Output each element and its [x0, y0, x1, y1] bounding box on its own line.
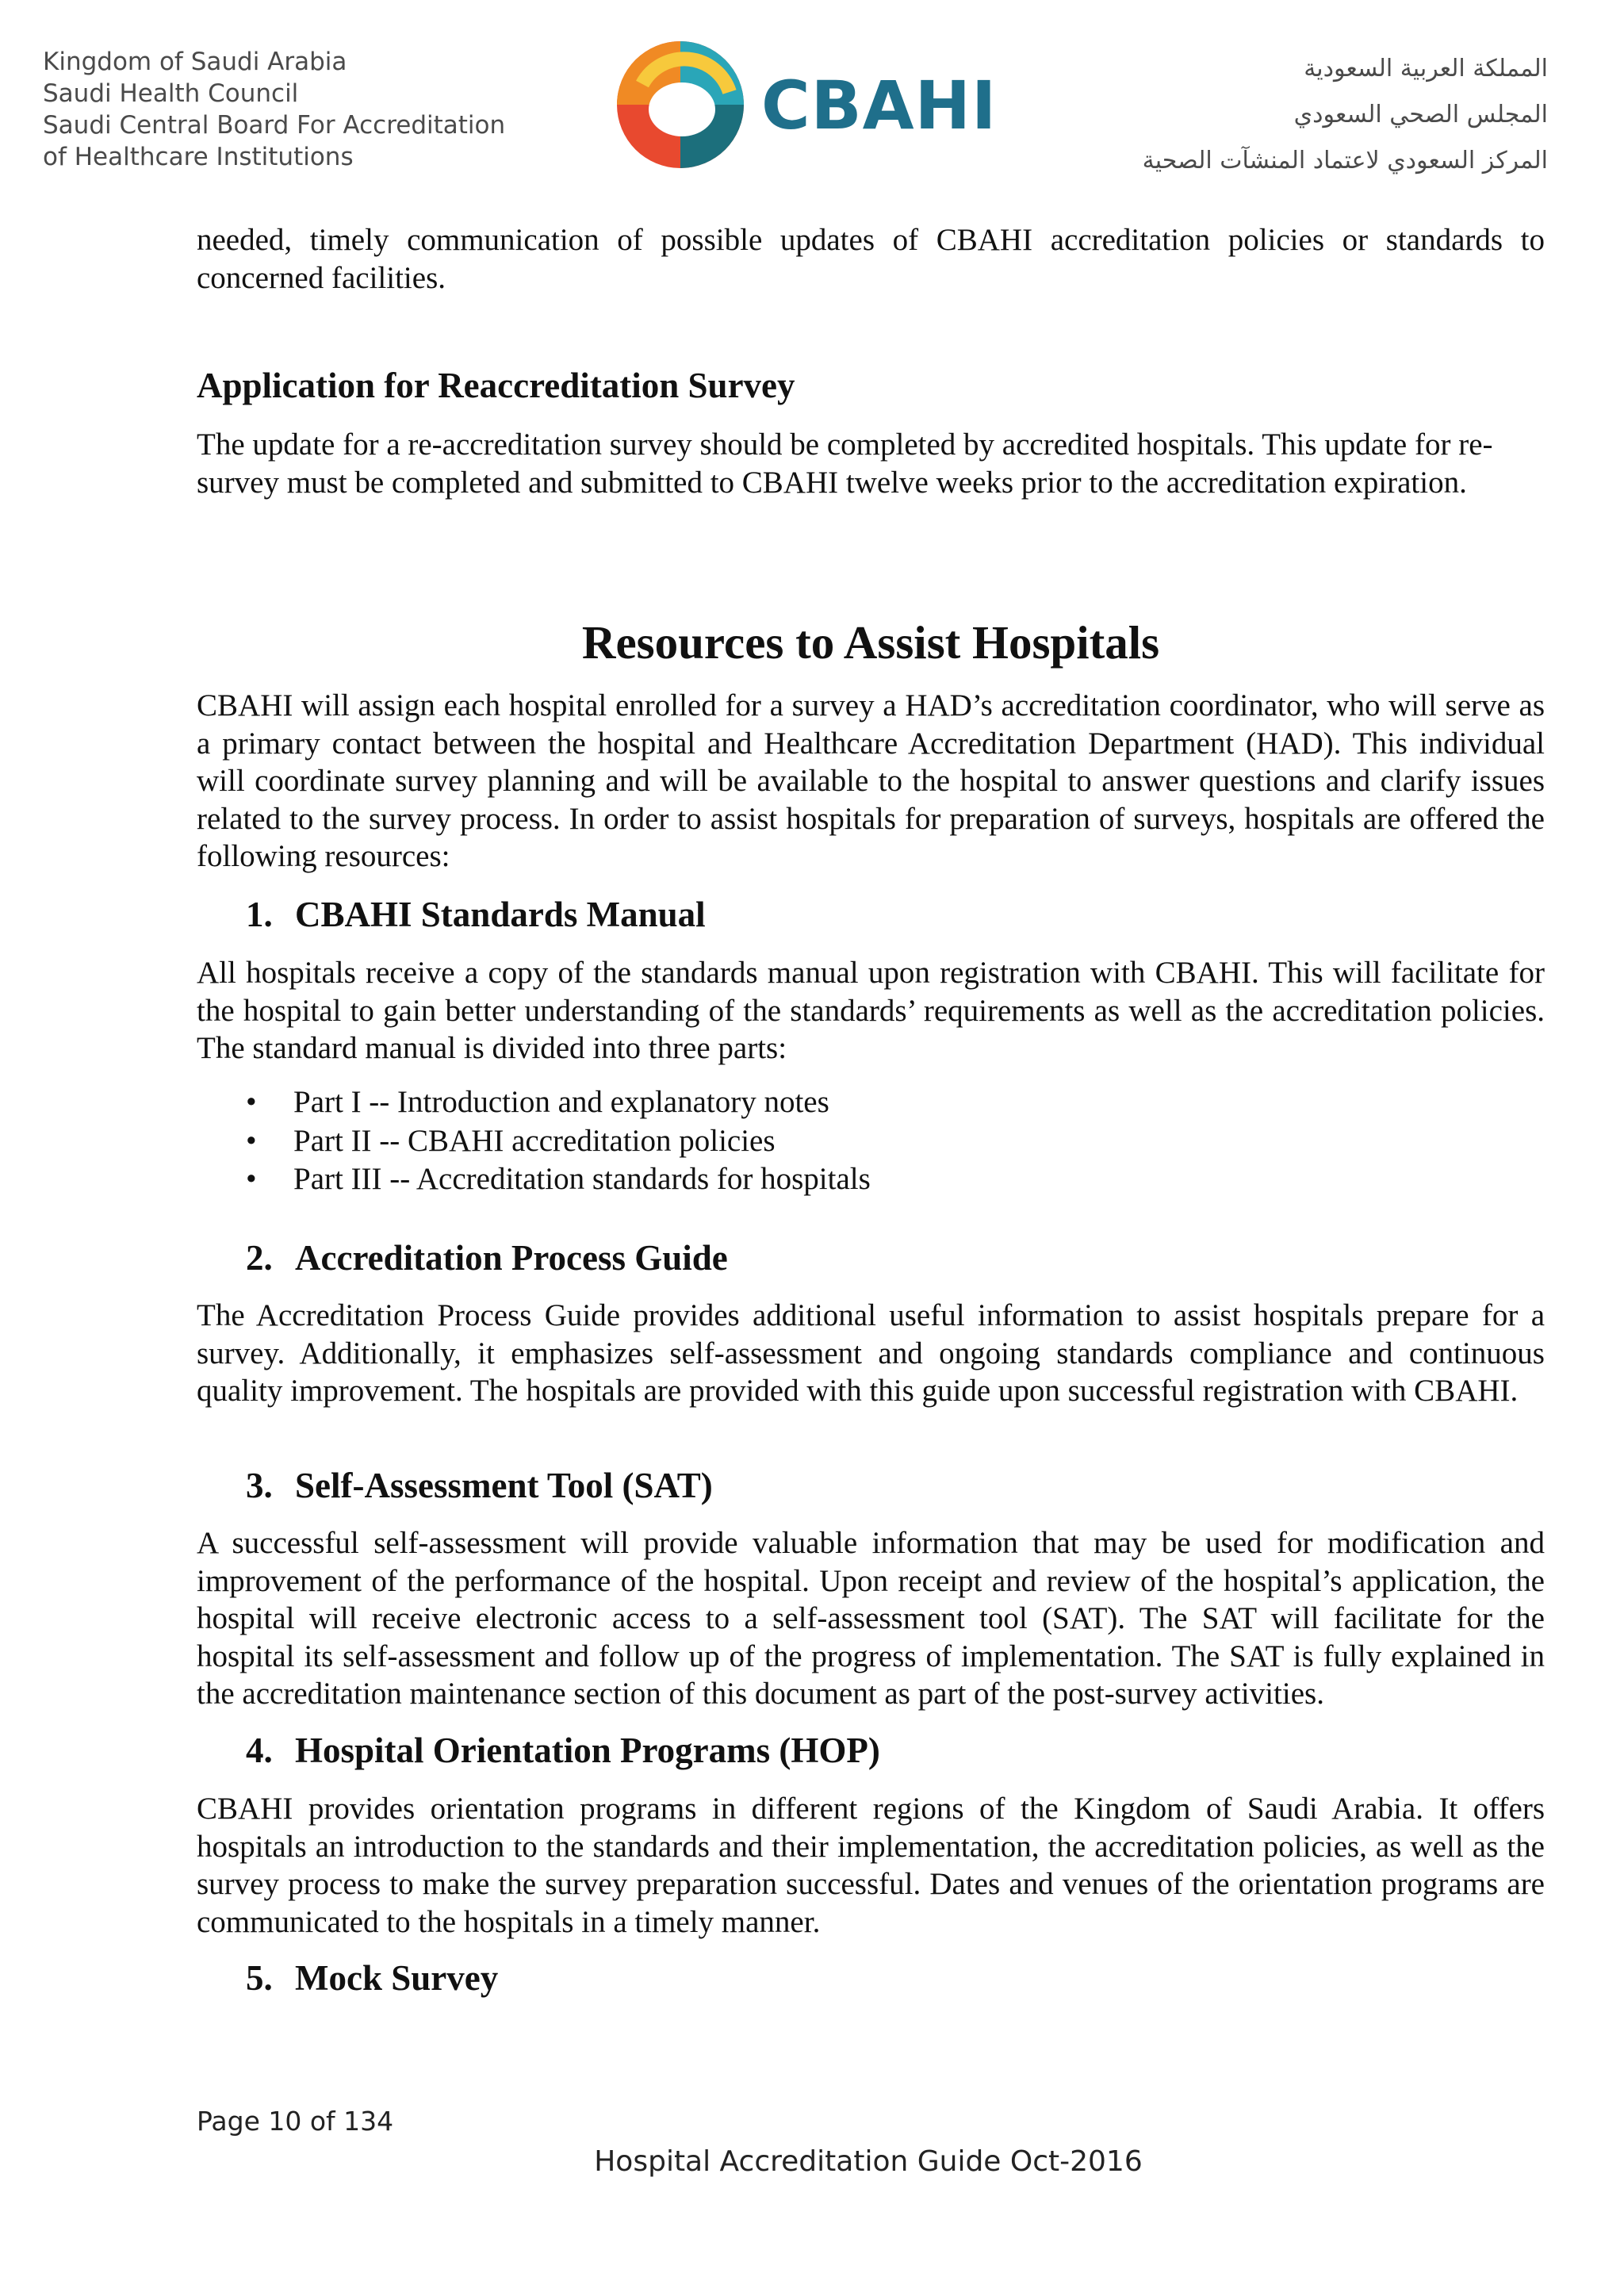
- section-4-heading: [246, 1730, 880, 1771]
- bullet-icon: •: [246, 1162, 257, 1196]
- section-1-number: 1.: [246, 895, 273, 934]
- reaccreditation-heading: Application for Reaccreditation Survey: [197, 366, 795, 405]
- header-left-org-name: [43, 46, 550, 173]
- page-number: Page 10 of 134: [197, 2106, 394, 2137]
- reaccreditation-paragraph: The update for a re-accreditation survey should be completed by accredited hospitals. This update for re-survey must be completed and submitted to CBAHI twelve weeks prior to the accreditation expiration.: [197, 427, 1493, 500]
- bullet-icon: •: [246, 1123, 257, 1158]
- section-4-number: 4.: [246, 1731, 273, 1770]
- cbahi-logo-icon: [611, 36, 753, 171]
- list-item: [244, 1122, 1354, 1161]
- list-item-text: Part III -- Accreditation standards for hospitals: [293, 1162, 871, 1196]
- section-3-paragraph: A successful self-assessment will provide valuable information that may be used for modification and improvement of the performance of the hospital. Upon receipt and review of the hospital’s application, the hospital will receive electronic access to a self-assessment tool (SAT). The SAT will facilitate for the hospital its self-assessment and follow up of the progress of implementation. The SAT is fully explained in the accreditation maintenance section of this document as part of the post-survey activities.: [197, 1526, 1545, 1711]
- section-2-heading: [246, 1237, 728, 1278]
- section-3-title: Self-Assessment Tool (SAT): [295, 1466, 713, 1505]
- section-5-heading: [246, 1957, 498, 1999]
- bullet-icon: •: [246, 1085, 257, 1119]
- intro-paragraph-block: [197, 221, 1545, 297]
- list-item: [244, 1083, 1354, 1122]
- resources-paragraph: CBAHI will assign each hospital enrolled for a survey a HAD’s accreditation coordinator, who will serve as a primary contact between the hospital and Healthcare Accreditation Department (HAD). This individual will coordinate survey planning and will be available to the hospital to answer questions and clarify issues related to the survey process. In order to assist hospitals for preparation of surveys, hospitals are offered the following resources:: [197, 688, 1545, 873]
- header-left-line-4: of Healthcare Institutions: [43, 143, 354, 171]
- cbahi-logo: [611, 36, 998, 171]
- section-3-heading: [246, 1465, 713, 1506]
- section-2-paragraph: The Accreditation Process Guide provides additional useful information to assist hospitals prepare for a survey. Additionally, it emphasizes self-assessment and ongoing standards compliance and continuous quality improvement. The hospitals are provided with this guide upon successful registration with CBAHI.: [197, 1298, 1545, 1408]
- section-4-paragraph: CBAHI provides orientation programs in different regions of the Kingdom of Saudi Arabia. It offers hospitals an introduction to the standards and their implementation, the accreditation policies, as well as the survey process to make the survey preparation successful. Dates and venues of the orientation programs are communicated to the hospitals in a timely manner.: [197, 1792, 1545, 1939]
- section-2-title: Accreditation Process Guide: [295, 1238, 728, 1278]
- header-right-line-3: المركز السعودي لاعتماد المنشآت الصحية: [1142, 147, 1548, 174]
- section-3-paragraph-block: [197, 1524, 1545, 1713]
- header-left-line-1: Kingdom of Saudi Arabia: [43, 48, 347, 76]
- section-5-number: 5.: [246, 1958, 273, 1998]
- header-right-line-2: المجلس الصحي السعودي: [1293, 101, 1548, 128]
- footer-document-title: Hospital Accreditation Guide Oct-2016: [594, 2145, 1143, 2178]
- section-2-paragraph-block: [197, 1297, 1545, 1410]
- list-item-text: Part I -- Introduction and explanatory notes: [293, 1085, 829, 1119]
- section-1-paragraph: All hospitals receive a copy of the standards manual upon registration with CBAHI. This will facilitate for the hospital to gain better understanding of the standards’ requirements as well as the accreditation policies. The standard manual is divided into three parts:: [197, 956, 1545, 1065]
- header-left-line-2: Saudi Health Council: [43, 79, 299, 108]
- section-1-paragraph-block: [197, 954, 1545, 1068]
- header-right-line-1: المملكة العربية السعودية: [1304, 55, 1548, 82]
- cbahi-logo-text: CBAHI: [761, 67, 998, 144]
- header-right-arabic-org-name: [1040, 46, 1548, 184]
- header-left-line-3: Saudi Central Board For Accreditation: [43, 111, 506, 140]
- section-5-title: Mock Survey: [295, 1958, 499, 1998]
- resources-paragraph-block: [197, 687, 1545, 876]
- section-1-bullet-list: [244, 1083, 1354, 1199]
- section-3-number: 3.: [246, 1466, 273, 1505]
- reaccreditation-paragraph-block: [197, 426, 1545, 501]
- section-1-heading: [246, 894, 706, 935]
- section-2-number: 2.: [246, 1238, 273, 1278]
- section-1-title: CBAHI Standards Manual: [295, 895, 706, 934]
- list-item-text: Part II -- CBAHI accreditation policies: [293, 1123, 776, 1158]
- list-item: [244, 1160, 1354, 1199]
- section-4-paragraph-block: [197, 1790, 1545, 1941]
- resources-title: Resources to Assist Hospitals: [581, 616, 1160, 669]
- intro-paragraph: needed, timely communication of possible updates of CBAHI accreditation policies or standards to concerned facilities.: [197, 223, 1545, 295]
- section-4-title: Hospital Orientation Programs (HOP): [295, 1731, 880, 1770]
